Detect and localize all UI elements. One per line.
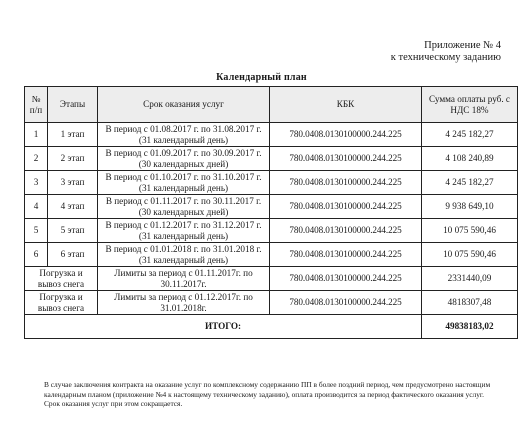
cell-kbk: 780.0408.0130100000.244.225 [270,243,422,267]
table-row [25,147,518,171]
table-row [25,123,518,147]
cell-kbk: 780.0408.0130100000.244.225 [270,219,422,243]
cell-sum: 10 075 590,46 [422,243,518,267]
cell-sum: 4 245 182,27 [422,171,518,195]
cell-period: В период с 01.01.2018 г. по 31.01.2018 г. (31 календарный день) [98,243,270,267]
footnote: В случае заключения контракта на оказание услуг по комплексному содержанию ПП в более поздний период, чем предусмотрено настоящим календарным планом (приложение №4 к настоящему техническому заданию), оплата производится за период фактического оказания услуг. Срок оказания услуг при этом сокращается. [44,380,491,408]
cell-num: 2 [25,147,48,171]
cell-period: В период с 01.10.2017 г. по 31.10.2017 г. (31 календарный день) [98,171,270,195]
cell-kbk: 780.0408.0130100000.244.225 [270,171,422,195]
page-title: Календарный план [216,72,307,83]
cell-kbk: 780.0408.0130100000.244.225 [270,147,422,171]
cell-kbk: 780.0408.0130100000.244.225 [270,267,422,291]
cell-stage: 3 этап [48,171,98,195]
header-sum: Сумма оплаты руб. с НДС 18% [422,87,518,123]
cell-period: В период с 01.09.2017 г. по 30.09.2017 г. (30 календарных дней) [98,147,270,171]
appendix-number: Приложение № 4 [424,40,501,51]
cell-kbk: 780.0408.0130100000.244.225 [270,291,422,315]
cell-stage: 6 этап [48,243,98,267]
cell-period: В период с 01.11.2017 г. по 30.11.2017 г. (30 календарных дней) [98,195,270,219]
cell-num: 4 [25,195,48,219]
cell-stage: Погрузка и вывоз снега [25,267,98,291]
cell-stage: 5 этап [48,219,98,243]
appendix-reference: к техническому заданию [390,52,501,63]
cell-sum: 4818307,48 [422,291,518,315]
cell-period: В период с 01.08.2017 г. по 31.08.2017 г. (31 календарный день) [98,123,270,147]
header-num: № п/п [25,87,48,123]
appendix-heading [281,40,501,64]
table-total-row [25,315,518,339]
cell-stage: 2 этап [48,147,98,171]
table-header-row [25,87,518,123]
table-row [25,171,518,195]
cell-period: Лимиты за период с 01.12.2017г. по 31.01.2018г. [98,291,270,315]
total-sum: 49838183,02 [422,315,518,339]
cell-num: 5 [25,219,48,243]
table-row [25,243,518,267]
header-stage: Этапы [48,87,98,123]
header-kbk: КБК [270,87,422,123]
cell-period: Лимиты за период с 01.11.2017г. по 30.11.2017г. [98,267,270,291]
cell-sum: 4 245 182,27 [422,123,518,147]
cell-kbk: 780.0408.0130100000.244.225 [270,123,422,147]
cell-sum: 4 108 240,89 [422,147,518,171]
table-row-snow-removal [25,291,518,315]
table-row [25,195,518,219]
cell-kbk: 780.0408.0130100000.244.225 [270,195,422,219]
cell-sum: 10 075 590,46 [422,219,518,243]
calendar-plan-table [24,86,518,339]
cell-stage: Погрузка и вывоз снега [25,291,98,315]
cell-stage: 4 этап [48,195,98,219]
cell-period: В период с 01.12.2017 г. по 31.12.2017 г. (31 календарный день) [98,219,270,243]
total-label: ИТОГО: [25,315,422,339]
cell-sum: 2331440,09 [422,267,518,291]
cell-sum: 9 938 649,10 [422,195,518,219]
cell-num: 3 [25,171,48,195]
table-row [25,219,518,243]
table-row-snow-removal [25,267,518,291]
header-period: Срок оказания услуг [98,87,270,123]
cell-num: 1 [25,123,48,147]
cell-num: 6 [25,243,48,267]
cell-stage: 1 этап [48,123,98,147]
